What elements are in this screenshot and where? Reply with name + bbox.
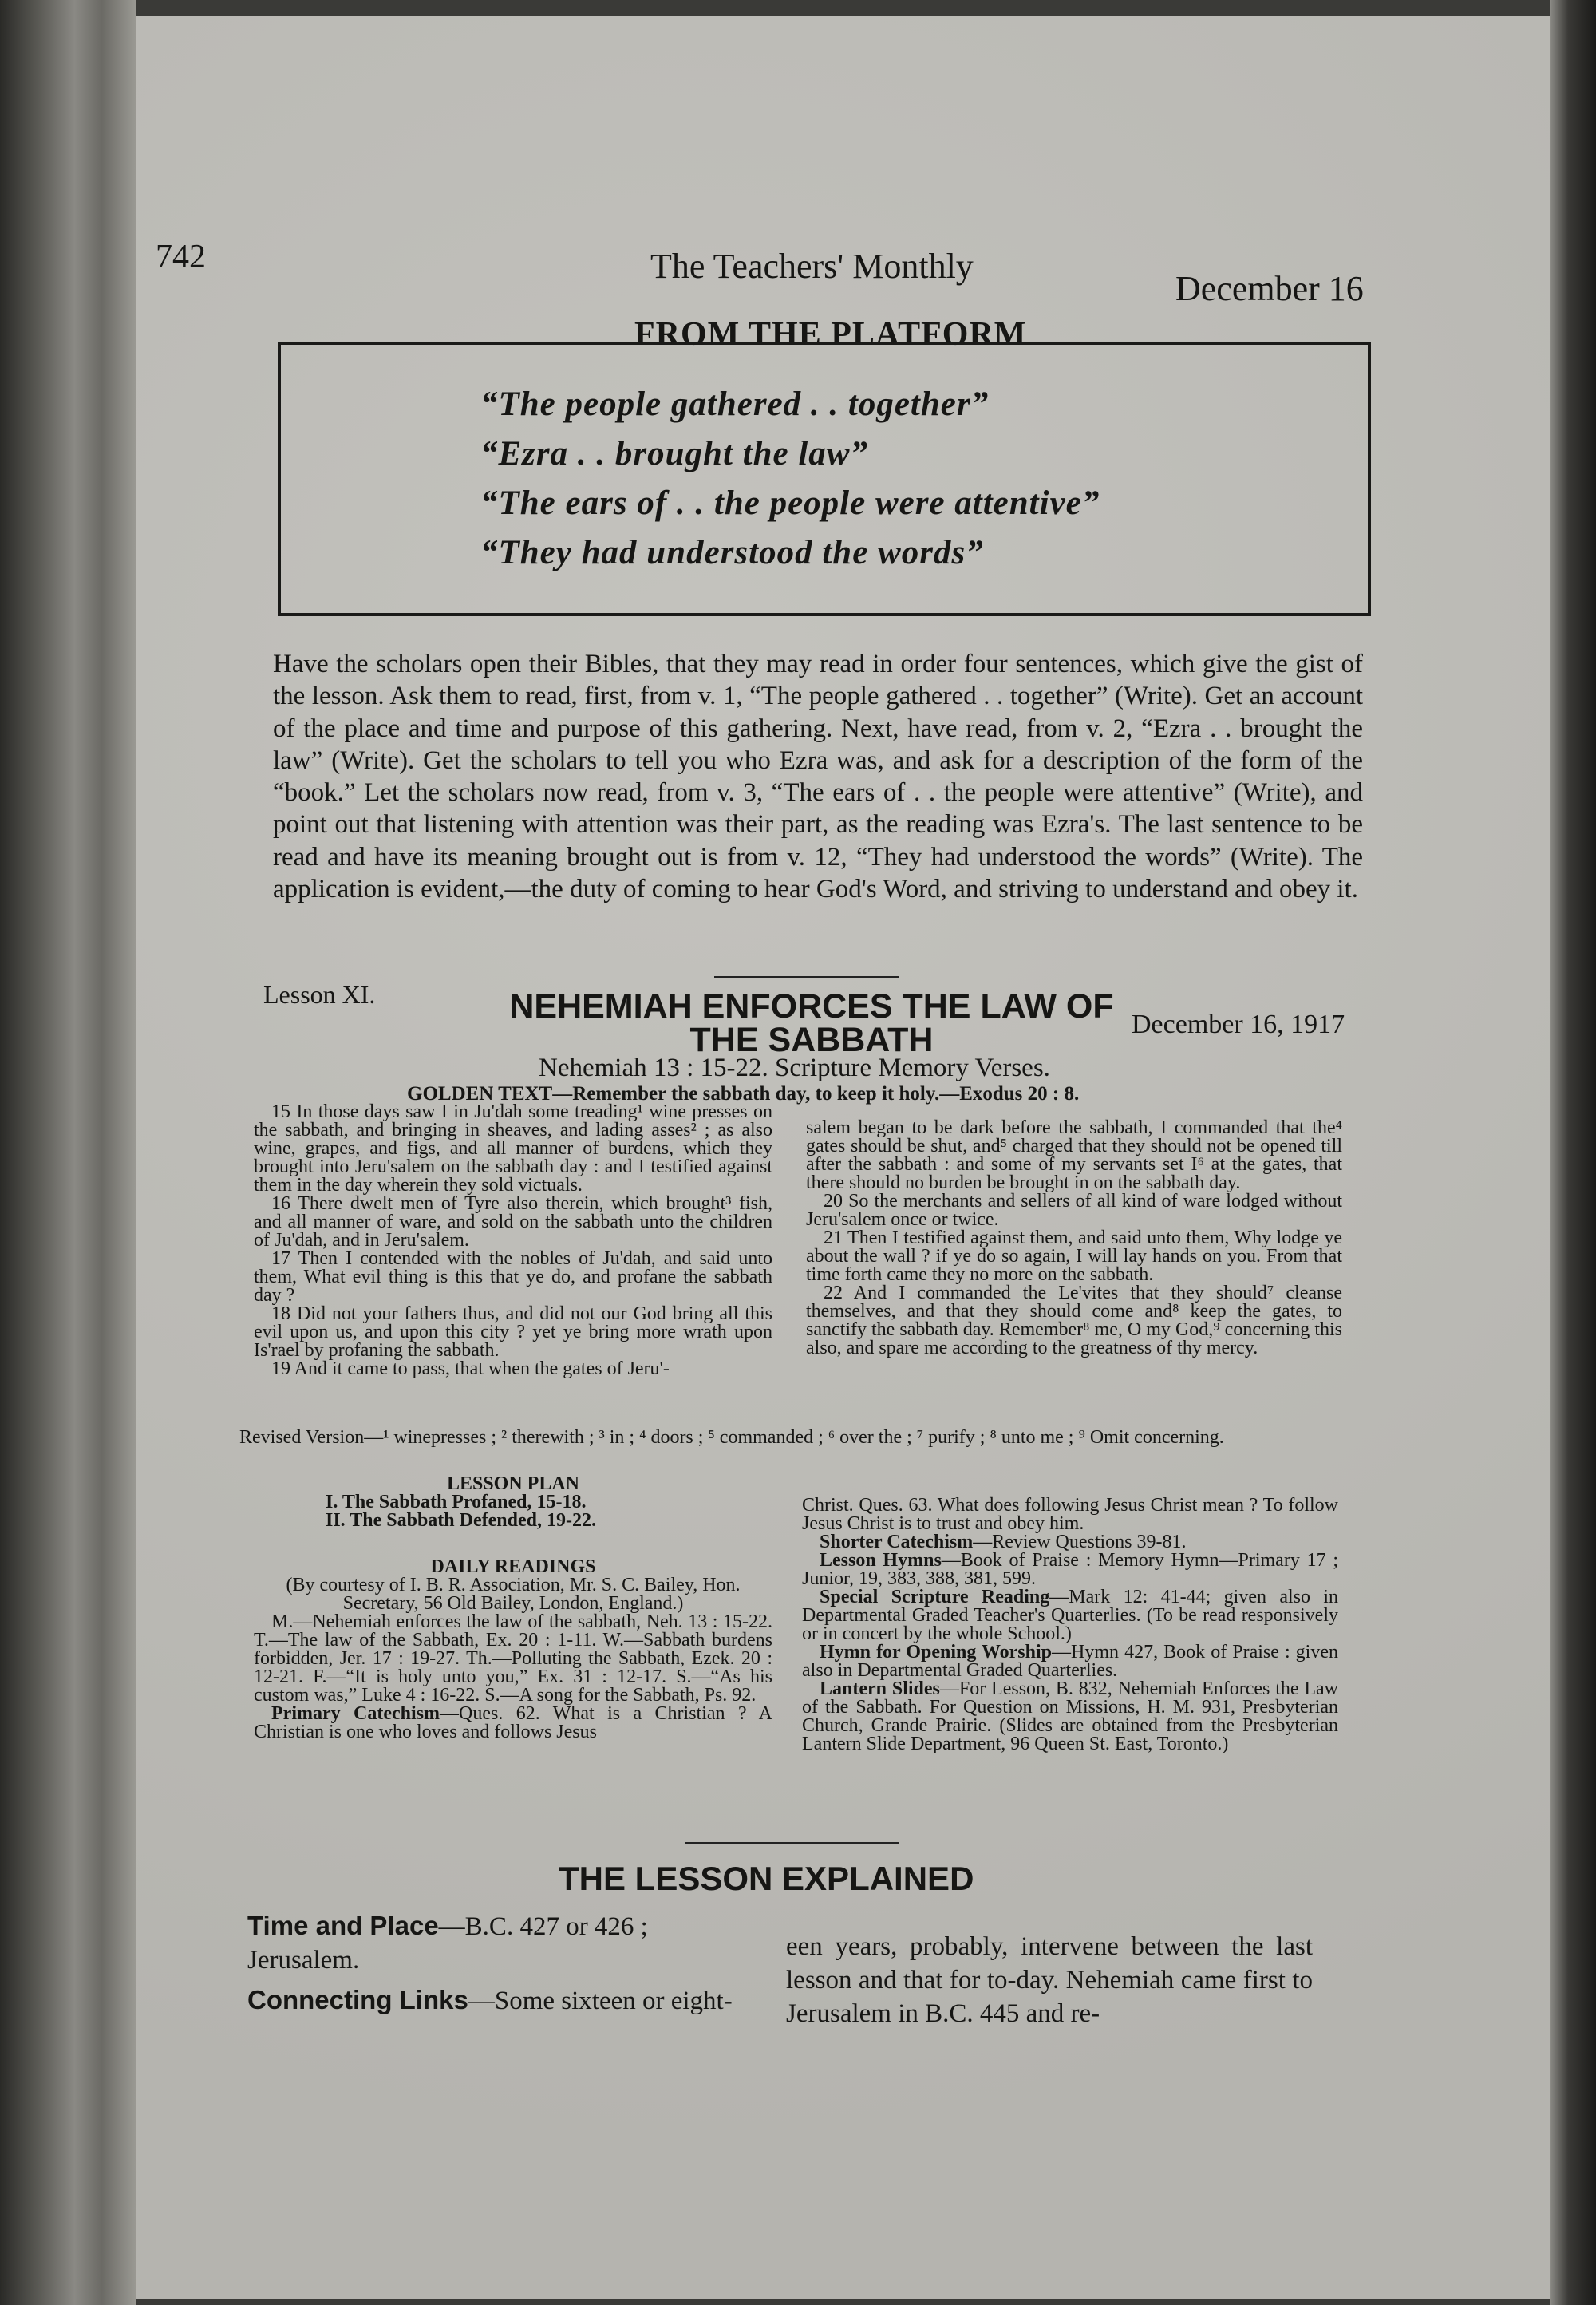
connecting-links-label: Connecting Links <box>247 1985 468 2014</box>
platform-line: “The people gathered . . together” <box>480 385 990 423</box>
verse: 17 Then I contended with the nobles of Ju'dah, and said unto them, What evil thing is this that ye do, and profane the sabbath day ? <box>254 1248 772 1306</box>
verse: 16 There dwelt men of Tyre also therein, which brought³ fish, and all manner of ware, and sold on the sabbath unto the children of Ju'dah, and in Jeru'salem. <box>254 1193 772 1251</box>
verse: 22 And I commanded the Le'vites that they should⁷ cleanse themselves, and that they should come and⁸ keep the gates, to sanctify the sabbath day. Remember⁸ me, O my God,⁹ concerning this also, and spare me according to the greatness of thy mercy. <box>806 1283 1342 1358</box>
verse: 21 Then I testified against them, and said unto them, Why lodge ye about the wall ? if ye do so again, I will lay hands on you. From that time forth came they no more on the sabbath. <box>806 1228 1342 1285</box>
lesson-plan <box>254 1475 772 1530</box>
next-page-edge <box>1550 0 1596 2305</box>
platform-box <box>278 342 1371 616</box>
lesson-explained-heading: THE LESSON EXPLAINED <box>559 1860 974 1897</box>
golden-text: GOLDEN TEXT—Remember the sabbath day, to keep it holy.—Exodus 20 : 8. <box>407 1083 1080 1105</box>
daily-readings <box>254 1558 772 1742</box>
lantern-slides-text: —For Lesson, B. 832, Nehemiah Enforces the Law of the Sabbath. For Question on Missions, H. M. 931, Presbyterian Church, Grande Prairie. (Slides are obtained from the Presbyterian Lantern Slide Department, 96 Queen St. East, Toronto.) <box>802 1678 1338 1754</box>
opening-hymn-label: Hymn for Opening Worship <box>820 1642 1053 1663</box>
running-title: The Teachers' Monthly <box>650 247 974 286</box>
shorter-catechism-text: —Review Questions 39-81. <box>973 1532 1187 1552</box>
verses-left <box>254 1103 772 1378</box>
plan-item: II. The Sabbath Defended, 19-22. <box>326 1510 596 1531</box>
verse: salem began to be dark before the sabbath, I commanded that the⁴ gates should be shut, and⁵ charged that they should not be opened till after the sabbath : and some of my servants set I⁶ at the gates, that there should no burden be brought in on the sabbath day. <box>806 1117 1342 1193</box>
special-reading-text: —Mark 12: 41-44; given also in Departmental Graded Teacher's Quarterlies. (To be read responsively or in concert by the whole School.) <box>802 1587 1339 1644</box>
time-place-text: —B.C. 427 or 426 ; Jerusalem. <box>247 1912 648 1975</box>
catechism-continuation: Christ. Ques. 63. What does following Jesus Christ mean ? To follow Jesus Christ is to trust and obey him. <box>802 1495 1338 1534</box>
catechism-label: Primary Catechism <box>271 1703 440 1724</box>
verse: 18 Did not your fathers thus, and did not our God bring all this evil upon us, and upon this city ? yet ye bring more wrath upon Is'rael by profaning the sabbath. <box>254 1303 772 1361</box>
divider <box>714 976 899 978</box>
lesson-hymns-text: —Book of Praise : Memory Hymn—Primary 17 ; Junior, 19, 383, 388, 381, 599. <box>802 1550 1338 1589</box>
divider <box>685 1842 899 1844</box>
scripture-reference: Nehemiah 13 : 15-22. Scripture Memory Verses. <box>539 1054 1050 1082</box>
platform-heading: FROM THE PLATFORM <box>634 316 1027 353</box>
verses-right <box>806 1119 1342 1358</box>
lesson-date: December 16, 1917 <box>1132 1010 1345 1039</box>
lesson-plan-heading: LESSON PLAN <box>446 1473 580 1494</box>
lesson-title: NEHEMIAH ENFORCES THE LAW OF THE SABBATH <box>509 987 1114 1059</box>
explained-left <box>247 1909 766 2018</box>
platform-paragraph: Have the scholars open their Bibles, that they may read in order four sentences, which give the gist of the lesson. Ask them to read, first, from v. 1, “The people gathered . . together” (Write). Get an account of the place and time and purpose of this gathering. Next, have read, from v. 2, “Ezra . . brought the law” (Write). Get the scholars to tell you who Ezra was, and ask for a description of the form of the “book.” Let the scholars now read, from v. 3, “The ears of . . the people were attentive” (Write), and point out that listening with attention was their part, as the reading was Ezra's. The last sentence to be read and have its meaning brought out is from v. 12, “They had understood the words” (Write). The application is evident,—the duty of coming to hear God's Word, and striving to understand and obey it. <box>273 650 1363 904</box>
platform-line: “Ezra . . brought the law” <box>480 435 868 472</box>
daily-readings-heading: DAILY READINGS <box>430 1556 596 1577</box>
verse: 20 So the merchants and sellers of all kind of ware lodged without Jeru'salem once or twice. <box>806 1191 1342 1230</box>
opening-hymn-text: —Hymn 427, Book of Praise : given also in Departmental Graded Quarterlies. <box>802 1642 1338 1681</box>
shorter-catechism-label: Shorter Catechism <box>820 1532 974 1552</box>
lantern-slides-label: Lantern Slides <box>820 1678 940 1699</box>
verse: 15 In those days saw I in Ju'dah some treading¹ wine presses on the sabbath, and bringing in sheaves, and lading asses² ; as also wine, grapes, and figs, and all manner of burdens, which they brought into Jeru'salem on the sabbath day : and I testified against them in the day wherein they sold victuals. <box>254 1101 772 1196</box>
book-spine <box>0 0 136 2305</box>
header-date: December 16 <box>1175 269 1364 308</box>
platform-line: “They had understood the words” <box>480 534 984 571</box>
page-number: 742 <box>156 239 206 275</box>
lesson-number: Lesson XI. <box>263 980 376 1009</box>
platform-line: “The ears of . . the people were attentive” <box>480 484 1100 522</box>
connecting-links-text: —Some sixteen or eight- <box>468 1987 733 2015</box>
lesson-notes <box>802 1496 1338 1753</box>
special-reading-label: Special Scripture Reading <box>820 1587 1050 1607</box>
lesson-hymns-label: Lesson Hymns <box>820 1550 942 1571</box>
verse: 19 And it came to pass, that when the gates of Jeru'- <box>271 1358 670 1379</box>
time-place-label: Time and Place <box>247 1911 439 1940</box>
plan-item: I. The Sabbath Profaned, 15-18. <box>326 1492 587 1512</box>
explained-right: een years, probably, intervene between the last lesson and that for to-day. Nehemiah came first to Jerusalem in B.C. 445 and re- <box>786 1932 1313 2028</box>
courtesy-note: (By courtesy of I. B. R. Association, Mr. S. C. Bailey, Hon. Secretary, 56 Old Bailey, London, England.) <box>286 1575 741 1614</box>
revised-version: Revised Version—¹ winepresses ; ² therewith ; ³ in ; ⁴ doors ; ⁵ commanded ; ⁶ over the ; ⁷ purify ; ⁸ unto me ; ⁹ Omit concerning. <box>239 1427 1224 1448</box>
catechism-text: —Ques. 62. What is a Christian ? A Christian is one who loves and follows Jesus <box>254 1703 772 1742</box>
daily-readings-text: M.—Nehemiah enforces the law of the sabbath, Neh. 13 : 15-22. T.—The law of the Sabbath, Ex. 20 : 1-11. W.—Sabbath burdens forbidden, Jer. 17 : 19-27. Th.—Polluting the Sabbath, Ezek. 20 : 12-21. F.—“It is holy unto you,” Ex. 31 : 12-17. S.—“As his custom was,” Luke 4 : 16-22. S.—A song for the Sabbath, Ps. 92. <box>254 1611 772 1706</box>
